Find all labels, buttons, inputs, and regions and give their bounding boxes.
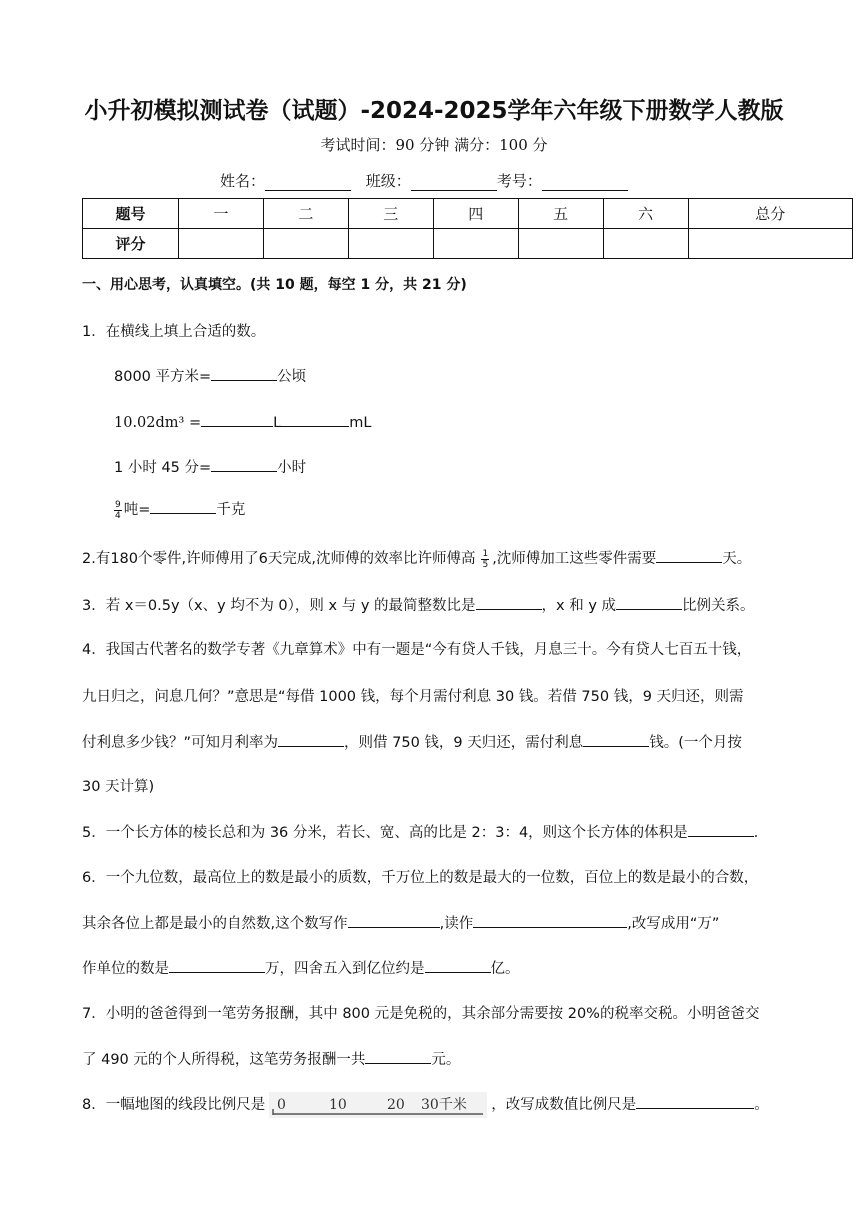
q2-unit: 天。	[722, 551, 752, 567]
q6-text-end2: 亿。	[490, 961, 520, 977]
exam-title: 小升初模拟测试卷（试题）-2024-2025学年六年级下册数学人教版	[84, 98, 784, 124]
score-cell[interactable]	[433, 229, 518, 259]
answer-blank[interactable]	[616, 594, 682, 610]
score-table-row-score	[83, 229, 853, 259]
q1c-unit: 小时	[277, 460, 307, 476]
q6-text-end: ,改写成用“万”	[627, 916, 720, 932]
fraction-denominator: 4	[115, 510, 121, 521]
column-header: 二	[263, 199, 348, 229]
question-6-line2	[82, 912, 719, 933]
q4-text-mid: ，则借 750 钱，9 天归还，需付利息	[344, 735, 584, 751]
fraction-9-4	[114, 500, 122, 521]
q1b-unit-ml: mL	[349, 415, 372, 431]
question-4-line1: 4．我国古代著名的数学专著《九章算术》中有一题是“今有贷人千钱，月息三十。今有贷人七百五十钱，	[82, 642, 752, 658]
q1d-unit: 千克	[216, 502, 246, 518]
scale-bar-svg	[269, 1092, 487, 1118]
scale-label-20: 20	[387, 1097, 406, 1113]
q6-text-yi: 万，四舍五入到亿位约是	[265, 961, 425, 977]
exam-info: 考试时间：90 分钟 满分：100 分	[320, 136, 548, 154]
section-heading: 一、用心思考，认真填空。(共 10 题，每空 1 分，共 21 分)	[82, 277, 467, 293]
question-1b	[114, 411, 371, 431]
score-cell[interactable]	[179, 229, 264, 259]
question-1-stem: 1．在横线上填上合适的数。	[82, 324, 266, 340]
question-1d	[112, 498, 245, 521]
question-4-line2: 九日归之，问息几何？”意思是“每借 1000 钱，每个月需付利息 30 钱。若借 750 钱，9 天归还，则需	[82, 689, 744, 705]
q8-text: 8．一幅地图的线段比例尺是	[82, 1097, 266, 1113]
column-header: 五	[518, 199, 603, 229]
question-2	[82, 547, 751, 570]
answer-blank[interactable]	[636, 1093, 754, 1109]
q4-text-end: 钱。(一个月按	[649, 735, 742, 751]
scale-label-30km: 30千米	[421, 1097, 468, 1113]
answer-blank[interactable]	[473, 912, 627, 928]
scale-label-10: 10	[329, 1097, 348, 1113]
id-field[interactable]	[542, 174, 628, 191]
q5-text: 5．一个长方体的棱长总和为 36 分米，若长、宽、高的比是 2：3：4，则这个长方体的体积是	[82, 825, 688, 841]
question-6-line3	[82, 957, 520, 978]
q6-text: 其余各位上都是最小的自然数,这个数写作	[82, 916, 348, 932]
q7-text: 了 490 元的个人所得税，这笔劳务报酬一共	[82, 1052, 366, 1068]
column-header: 四	[433, 199, 518, 229]
q6-text-wan: 作单位的数是	[82, 961, 169, 977]
q5-end: ．	[753, 825, 769, 841]
question-6-line1: 6．一个九位数，最高位上的数是最小的质数，千万位上的数是最大的一位数，百位上的数是最小的合数，	[82, 870, 759, 886]
q1d-text: 吨=	[123, 502, 151, 518]
q2-text: 2.有180个零件,许师傅用了6天完成,沈师傅的效率比许师傅高	[82, 551, 476, 567]
name-field[interactable]	[265, 174, 351, 191]
answer-blank[interactable]	[656, 547, 722, 563]
answer-blank[interactable]	[688, 821, 754, 837]
fraction-denominator: 5	[482, 559, 489, 570]
fraction-1-5	[481, 549, 489, 570]
answer-blank[interactable]	[583, 731, 649, 747]
q8-text-mid: ，改写成数值比例尺是	[491, 1097, 637, 1113]
score-cell[interactable]	[348, 229, 433, 259]
answer-blank[interactable]	[348, 912, 440, 928]
score-table-row-number	[83, 199, 853, 229]
column-header: 六	[603, 199, 688, 229]
question-3	[82, 594, 755, 615]
question-5	[82, 821, 768, 842]
q1b-text: 10.02dm³ =	[114, 415, 202, 431]
q1c-text: 1 小时 45 分=	[114, 460, 212, 476]
id-label: 考号：	[496, 172, 542, 190]
q3-text: 3．若 x＝0.5y（x、y 均不为 0），则 x 与 y 的最简整数比是	[82, 598, 476, 614]
class-field[interactable]	[411, 174, 497, 191]
question-1c	[114, 456, 306, 477]
fraction-numerator: 9	[115, 499, 121, 510]
q3-text-mid: ，x 和 y 成	[541, 598, 617, 614]
q3-text-end: 比例关系。	[682, 598, 755, 614]
row-label-number: 题号	[83, 199, 179, 229]
q2-text-mid: ,沈师傅加工这些零件需要	[492, 551, 657, 567]
answer-blank[interactable]	[169, 957, 265, 973]
q1a-unit: 公顷	[277, 369, 307, 385]
line-scale-image	[269, 1092, 487, 1118]
score-cell[interactable]	[263, 229, 348, 259]
column-header: 三	[348, 199, 433, 229]
student-info-line	[220, 170, 628, 191]
column-header: 总分	[688, 199, 852, 229]
answer-blank[interactable]	[425, 957, 491, 973]
answer-blank[interactable]	[150, 498, 216, 514]
q6-text-read: ,读作	[439, 916, 474, 932]
fraction-numerator: 1	[482, 548, 489, 559]
answer-blank[interactable]	[211, 456, 277, 472]
q4-text: 付利息多少钱？”可知月利率为	[82, 735, 279, 751]
q7-unit: 元。	[431, 1052, 461, 1068]
question-7-line2	[82, 1048, 460, 1069]
score-cell[interactable]	[688, 229, 852, 259]
answer-blank[interactable]	[278, 731, 344, 747]
answer-blank[interactable]	[476, 594, 542, 610]
question-4-line4: 30 天计算)	[82, 779, 155, 795]
answer-blank[interactable]	[281, 411, 349, 427]
question-4-line3	[82, 731, 742, 752]
answer-blank[interactable]	[365, 1048, 431, 1064]
column-header: 一	[179, 199, 264, 229]
question-1a	[114, 365, 306, 386]
question-8	[82, 1092, 769, 1118]
answer-blank[interactable]	[211, 365, 277, 381]
q1b-unit-l: L	[273, 415, 282, 431]
row-label-score: 评分	[83, 229, 179, 259]
q1a-text: 8000 平方米=	[114, 369, 212, 385]
answer-blank[interactable]	[201, 411, 273, 427]
class-label: 班级：	[365, 172, 411, 190]
score-cell[interactable]	[518, 229, 603, 259]
score-cell[interactable]	[603, 229, 688, 259]
q8-end: 。	[754, 1097, 769, 1113]
name-label: 姓名：	[220, 172, 266, 190]
question-7-line1: 7．小明的爸爸得到一笔劳务报酬，其中 800 元是免税的，其余部分需要按 20%的税率交税。小明爸爸交	[82, 1006, 760, 1022]
score-table	[82, 198, 853, 259]
scale-label-0: 0	[277, 1097, 287, 1113]
